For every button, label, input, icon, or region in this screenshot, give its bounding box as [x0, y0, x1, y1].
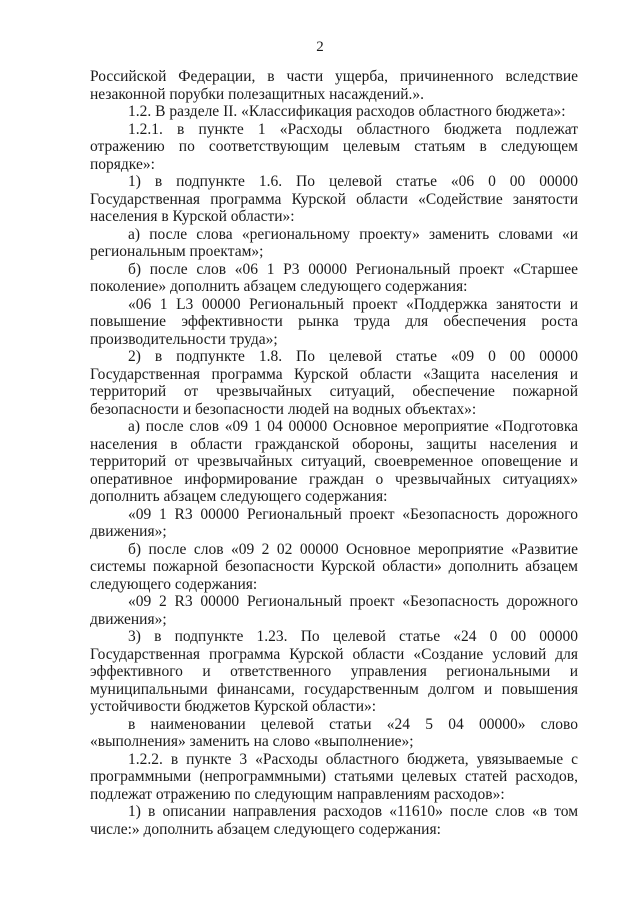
paragraph: 1) в описании направления расходов «11610» после слов «в том числе:» дополнить абзацем следующего содержания:: [90, 803, 578, 838]
paragraph: 1.2. В разделе II. «Классификация расходов областного бюджета»:: [128, 103, 566, 120]
paragraph: 2) в подпункте 1.8. По целевой статье «09 0 00 00000 Государственная программа Курской области «Защита населения и территорий от чрезвычайных ситуаций, обеспечение пожарной безопасности и безопасности людей на водных объектах»:: [90, 348, 578, 418]
paragraph: «06 1 L3 00000 Региональный проект «Поддержка занятости и повышение эффективности рынка труда для обеспечения роста производительности труда»;: [90, 295, 578, 348]
paragraph: 1) в подпункте 1.6. По целевой статье «06 0 00 00000 Государственная программа Курской области «Содействие занятости населения в Курской области»:: [90, 173, 578, 225]
paragraph: 1.2.2. в пункте 3 «Расходы областного бюджета, увязываемые с программными (непрограммными) статьями целевых статей расходов, подлежат отражению по следующим направлениям расходов»:: [90, 750, 578, 803]
paragraph: а) после слов «09 1 04 00000 Основное мероприятие «Подготовка населения в области гражданской обороны, защиты населения и территорий от чрезвычайных ситуаций, своевременное оповещение и оперативное информирование граждан о чрезвычайных ситуациях» дополнить абзацем следующего содержания:: [90, 418, 578, 505]
paragraph: Российской Федерации, в части ущерба, причиненного вследствие незаконной порубки полезащитных насаждений.».: [90, 68, 578, 103]
paragraph: а) после слова «региональному проекту» заменить словами «и региональным проектам»;: [90, 225, 578, 260]
paragraph: «09 1 R3 00000 Региональный проект «Безопасность дорожного движения»;: [90, 505, 578, 540]
paragraph: 3) в подпункте 1.23. По целевой статье «24 0 00 00000 Государственная программа Курской области «Создание условий для эффективного и ответственного управления региональными и муниципальными финансами, государственным долгом и повышения устойчивости бюджетов Курской области»:: [90, 628, 578, 715]
paragraph: в наименовании целевой статьи «24 5 04 00000» слово «выполнения» заменить на слово «выполнение»;: [90, 715, 578, 750]
paragraph: б) после слов «09 2 02 00000 Основное мероприятие «Развитие системы пожарной безопасности Курской области» дополнить абзацем следующего содержания:: [90, 540, 578, 593]
paragraph: б) после слов «06 1 P3 00000 Региональный проект «Старшее поколение» дополнить абзацем следующего содержания:: [90, 260, 578, 295]
document-body: [90, 68, 578, 838]
page-number: 2: [316, 39, 324, 55]
paragraph: «09 2 R3 00000 Региональный проект «Безопасность дорожного движения»;: [90, 593, 578, 628]
paragraph: 1.2.1. в пункте 1 «Расходы областного бюджета подлежат отражению по соответствующим целевым статьям в следующем порядке»:: [90, 120, 578, 173]
